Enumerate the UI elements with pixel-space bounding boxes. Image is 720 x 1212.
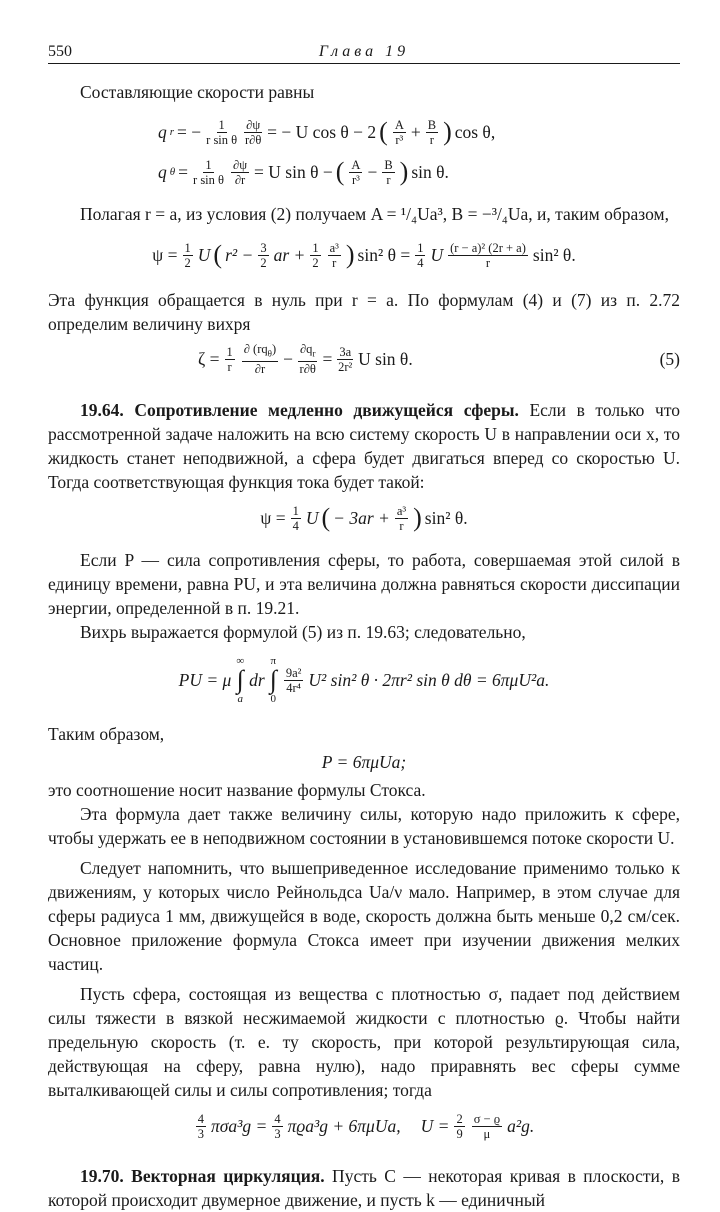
eq-subscript: θ (169, 166, 176, 178)
eq-num: 9a² (285, 665, 302, 680)
eq-paren: ( (213, 240, 223, 269)
eq-subscript: θ (267, 348, 272, 359)
eq-fraction (349, 158, 362, 187)
equation-stokes (48, 746, 680, 778)
eq-fraction (382, 158, 394, 187)
eq-num: ∂ $(rq_\theta)$ (242, 342, 278, 362)
eq-text: cos θ, (454, 122, 496, 142)
eq-text: = U sin θ − (254, 162, 333, 182)
eq-text: q (158, 122, 167, 142)
eq-text: P = 6πμUa; (321, 752, 407, 772)
eq-text: = − (177, 122, 202, 142)
eq-text: ζ = (198, 349, 220, 369)
eq-num: 3a (339, 344, 352, 359)
eq-den: 2 (260, 255, 267, 270)
equation-zeta (48, 336, 680, 382)
eq-den: r sin θ (193, 172, 225, 187)
page-number: 550 (48, 43, 72, 60)
page-body (48, 80, 680, 1212)
section-text: Если в только что рассмотренной задаче наложить на всю систему скорость U в направлении оси x, то жидкость станет неподвижной, а сфера будет двигаться вперед со скоростью U. Тогда соответствующая функция тока будет такой: (48, 400, 680, 492)
eq-text: U = (420, 1116, 450, 1136)
eq-num: (r − a)² (2r + a) (450, 240, 526, 255)
equation-psi-moving (48, 494, 680, 542)
eq-num: A (394, 117, 404, 132)
paragraph: Вихрь выражается формулой (5) из п. 19.63; следовательно, (80, 622, 526, 642)
eq-subscript: r (169, 126, 175, 138)
section-heading: 19.64. Сопротивление медленно движущейся сферы. (80, 400, 519, 420)
integral-sign (236, 655, 244, 705)
eq-fraction (258, 241, 268, 270)
eq-text: U² sin² θ · 2πr² sin θ dθ = 6πμU²a. (308, 670, 550, 690)
equation-terminal-velocity (48, 1102, 680, 1150)
eq-fraction (310, 241, 320, 270)
eq-text: − 3ar + (333, 508, 390, 528)
eq-fraction (231, 158, 249, 187)
eq-subscript: r (312, 348, 316, 359)
eq-paren: ) (413, 503, 422, 532)
section-19-64 (48, 398, 680, 494)
eq-fraction (225, 345, 235, 374)
eq-fraction (193, 158, 224, 187)
integral-upper: π (270, 655, 277, 667)
section-text: Пусть C — некоторая кривая в плоскости, в которой происходит двумерное движение, и пусть k — единичный (48, 1166, 680, 1210)
eq-den: r sin θ (206, 132, 238, 147)
eq-num: 2 (456, 1111, 463, 1126)
eq-fraction (472, 1112, 502, 1141)
integral-symbol: ∫ (236, 665, 244, 694)
eq-paren: ( (379, 117, 388, 146)
paragraph: Таким образом, (48, 724, 165, 744)
eq-num: 4 (274, 1111, 281, 1126)
eq-fraction (183, 241, 193, 270)
eq-fraction (242, 342, 278, 376)
page-header (48, 40, 680, 66)
eq-fraction (328, 241, 341, 270)
eq-num: 1 (312, 240, 319, 255)
eq-den: 2 (312, 255, 319, 270)
eq-den: r (485, 255, 491, 270)
integral-lower: 0 (270, 693, 277, 705)
eq-fraction (291, 504, 301, 533)
integral-symbol: ∫ (269, 665, 277, 694)
eq-fraction (272, 1112, 282, 1141)
eq-den: r (227, 359, 232, 374)
integral-sign (270, 655, 277, 705)
eq-text: ψ = (260, 508, 286, 528)
eq-den: 3 (197, 1126, 205, 1141)
eq-text: dr (249, 670, 265, 690)
eq-fraction (284, 666, 304, 695)
eq-den: 4 (292, 518, 299, 533)
paragraph: Пусть сфера, состоящая из вещества с плотностью σ, падает под действием силы тяжести в вязкой несжимаемой жидкости с плотностью ϱ. Чтобы найти предельную скорость (т. е. ту скорость, при которой результирующая сила, действующая на сферу, равна нулю), надо приравнять вес сферы сумме выталкивающей силы и силы сопротивления; тогда (48, 984, 680, 1100)
eq-den: 2 (184, 255, 191, 270)
header-rule (48, 63, 680, 64)
eq-den: r³ (395, 132, 404, 147)
eq-text: U (197, 245, 211, 265)
eq-text: U (430, 245, 444, 265)
eq-num: 1 (417, 240, 424, 255)
paragraph: Полагая r = a, из условия (2) получаем A = ¹/₄Ua³, B = −³/₄Ua, и, таким образом, (80, 204, 669, 224)
eq-fraction (196, 1112, 206, 1141)
integral-upper: ∞ (236, 655, 245, 667)
eq-text: q (158, 162, 167, 182)
eq-fraction (244, 118, 262, 147)
eq-num: 1 (184, 240, 191, 255)
eq-den: r³ (351, 172, 360, 187)
eq-den: r (386, 172, 391, 187)
eq-den: r (429, 132, 434, 147)
section-heading: 19.70. Векторная циркуляция. (80, 1166, 325, 1186)
paragraph: Эта функция обращается в нуль при r = a. По формулам (4) и (7) из п. 2.72 определим величину вихря (48, 290, 680, 334)
paragraph: это соотношение носит название формулы Стокса. (48, 780, 426, 800)
eq-text: πϱa³g + 6πμUa, (287, 1116, 401, 1136)
paragraph: Составляющие скорости равны (80, 82, 315, 102)
eq-num-part: ∂q (300, 342, 313, 357)
eq-paren: ) (443, 117, 452, 146)
eq-num-part: ∂ (rq (243, 342, 268, 357)
section-19-70 (48, 1164, 680, 1212)
paragraph: Следует напомнить, что вышеприведенное исследование применимо только к движениям, у которых число Рейнольдса Ua/ν мало. Например, в этом случае для сферы радиуса 1 мм, движущейся в воде, скорость должна быть меньше 0,2 см/сек. Основное приложение формула Стокса имеет при изучении движения мелких частиц. (48, 858, 680, 974)
eq-paren: ( (335, 157, 345, 186)
eq-paren: ( (321, 503, 331, 532)
eq-text: = (178, 162, 189, 182)
equation-number: (5) (659, 349, 680, 369)
eq-num: a³ (329, 240, 339, 255)
eq-fraction (395, 504, 408, 533)
integral-lower: a (237, 693, 243, 705)
eq-paren: ) (399, 157, 409, 186)
eq-den: 2r² (338, 359, 353, 374)
eq-fraction (415, 241, 425, 270)
eq-den: ∂r (234, 172, 246, 187)
eq-text: r² − (225, 245, 254, 265)
equation-qtheta (48, 152, 680, 192)
eq-text: − (367, 162, 378, 182)
eq-num: 1 (205, 157, 212, 172)
eq-text: U sin θ. (358, 349, 413, 369)
eq-num (298, 342, 317, 362)
eq-den: r∂θ (299, 361, 316, 376)
equation-qr (48, 112, 680, 152)
eq-fraction (448, 241, 528, 270)
eq-den: r∂θ (245, 132, 262, 147)
eq-fraction (426, 118, 438, 147)
eq-text: = (322, 349, 333, 369)
eq-den: 9 (456, 1126, 463, 1141)
eq-text: U (305, 508, 319, 528)
equation-psi (48, 232, 680, 278)
eq-text: sin² θ. (424, 508, 468, 528)
eq-num: ∂ψ (246, 117, 261, 132)
eq-num: 1 (218, 117, 225, 132)
eq-den: r (332, 255, 337, 270)
eq-text: sin θ. (411, 162, 449, 182)
eq-num: B (384, 157, 393, 172)
eq-num: A (351, 157, 361, 172)
eq-text: sin² θ. (532, 245, 576, 265)
eq-num: 1 (292, 503, 299, 518)
eq-text: + (410, 122, 421, 142)
eq-den: 4r⁴ (286, 680, 301, 695)
eq-den: 3 (274, 1126, 281, 1141)
paragraph: Если P — сила сопротивления сферы, то работа, совершаемая этой силой в единицу времени, равна PU, и эта величина должна равняться скорости диссипации энергии, определенной в п. 19.21. (48, 550, 680, 618)
eq-text: = − U cos θ − 2 (267, 122, 377, 142)
eq-den: μ (483, 1126, 491, 1141)
eq-fraction (454, 1112, 464, 1141)
eq-fraction (337, 345, 353, 374)
eq-text: ar + (273, 245, 306, 265)
eq-den: 4 (417, 255, 424, 270)
eq-paren: ) (345, 240, 355, 269)
eq-num: 1 (226, 344, 233, 359)
eq-den: r (399, 518, 404, 533)
eq-fraction (393, 118, 406, 147)
eq-fraction (298, 342, 317, 376)
eq-text: πσa³g = (211, 1116, 268, 1136)
eq-num: 4 (197, 1111, 205, 1126)
eq-fraction (206, 118, 237, 147)
eq-text: sin² θ = (357, 245, 411, 265)
eq-text: − (283, 349, 293, 369)
equation-power (48, 644, 680, 716)
chapter-title: Глава 19 (318, 43, 410, 60)
eq-num: a³ (396, 503, 407, 518)
eq-text: ψ = (152, 245, 178, 265)
eq-den: ∂r (254, 361, 266, 376)
paragraph: Эта формула дает также величину силы, которую надо приложить к сфере, чтобы удержать ее в неподвижном состоянии в установившемся потоке скорости U. (48, 804, 680, 848)
eq-text: PU = μ (178, 670, 232, 690)
eq-num: ∂ψ (233, 157, 248, 172)
eq-num: 3 (260, 240, 267, 255)
eq-text: a²g. (507, 1116, 535, 1136)
eq-num: B (427, 117, 437, 132)
eq-num: σ − ϱ (473, 1111, 501, 1126)
